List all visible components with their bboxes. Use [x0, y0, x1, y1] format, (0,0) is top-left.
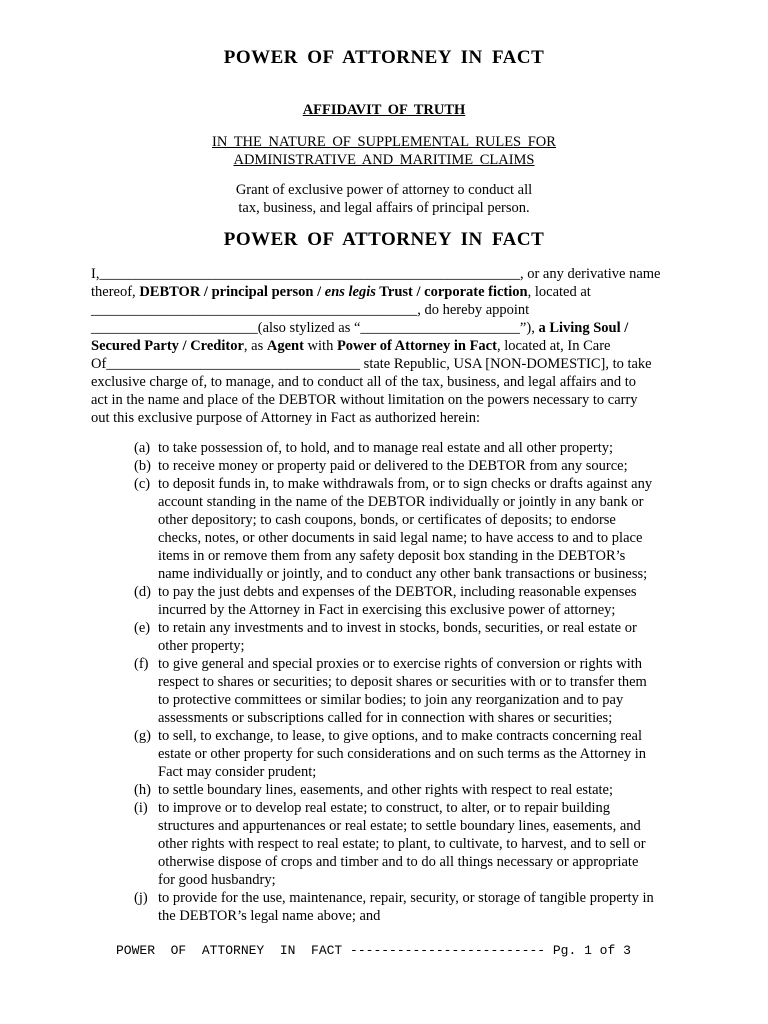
list-item — [134, 619, 682, 655]
agent-label: Agent — [266, 338, 304, 354]
list-item-line: name individually or jointly, and to conduct any other bank transactions or business; — [158, 566, 648, 582]
list-item-line: estate or other property for such considerations and on such terms as the Attorney in — [158, 746, 647, 762]
intro-text: thereof, — [91, 284, 140, 300]
list-item-line: to receive money or property paid or delivered to the DEBTOR from any source; — [158, 458, 628, 474]
list-item — [134, 583, 682, 619]
page-footer: POWER OF ATTORNEY IN FACT ------------------------- Pg. 1 of 3 — [116, 943, 631, 958]
list-item-label: (c) — [134, 476, 151, 492]
list-item-line: to pay the just debts and expenses of the DEBTOR, including reasonable expenses — [158, 584, 637, 600]
nature-line-1: IN THE NATURE OF SUPPLEMENTAL RULES FOR — [212, 134, 556, 150]
list-item-line: to retain any investments and to invest in stocks, bonds, securities, or real estate or — [158, 620, 637, 636]
list-item-line: other property; — [158, 638, 245, 654]
list-item-line: structures and appurtenances or real estate; to settle boundary lines, easements, and — [158, 818, 641, 834]
list-item-line: checks, notes, or other documents in said legal name; to have access to and to place — [158, 530, 643, 546]
list-item — [134, 475, 682, 583]
intro-text: with — [303, 338, 337, 354]
intro-text: , located at — [527, 284, 591, 300]
grant-line-1: Grant of exclusive power of attorney to conduct all — [235, 182, 533, 198]
list-item-label: (f) — [134, 656, 149, 672]
intro-line: Of___________________________________ state Republic, USA [NON-DOMESTIC], to take — [91, 356, 652, 372]
list-item-label: (h) — [134, 782, 151, 798]
affidavit-heading: AFFIDAVIT OF TRUTH — [302, 102, 466, 118]
list-item-line: incurred by the Attorney in Fact in exercising this exclusive power of attorney; — [158, 602, 616, 618]
section-title: POWER OF ATTORNEY IN FACT — [223, 229, 545, 250]
list-item-text — [158, 457, 682, 475]
list-item-text — [158, 619, 682, 655]
list-item-text — [158, 475, 682, 583]
living-soul-label: a Living Soul / — [538, 320, 629, 336]
list-item-line: other rights with respect to real estate; to plant, to cultivate, to harvest, and to sell or — [158, 836, 646, 852]
list-item-text — [158, 889, 682, 925]
intro-line — [91, 337, 681, 355]
list-item-line: other depository; to cash coupons, bonds, or certificates of deposits; to endorse — [158, 512, 616, 528]
trust-label: Trust / corporate fiction — [375, 284, 528, 300]
list-item-line: to settle boundary lines, easements, and other rights with respect to real estate; — [158, 782, 614, 798]
list-item-line: to provide for the use, maintenance, repair, security, or storage of tangible property in — [158, 890, 654, 906]
intro-text: , located at, In Care — [496, 338, 611, 354]
list-item-line: account standing in the name of the DEBTOR individually or jointly in any bank or — [158, 494, 644, 510]
list-item — [134, 727, 682, 781]
document-title: POWER OF ATTORNEY IN FACT — [223, 47, 545, 68]
list-item-line: assessments or subscriptions called for in connection with shares or securities; — [158, 710, 613, 726]
list-item-text — [158, 655, 682, 727]
intro-line — [91, 319, 681, 337]
list-item-text — [158, 727, 682, 781]
list-item-text — [158, 439, 682, 457]
list-item-text — [158, 583, 682, 619]
nature-line-2: ADMINISTRATIVE AND MARITIME CLAIMS — [233, 152, 535, 168]
list-item-line: otherwise dispose of crops and timber and to do all things necessary or appropriate — [158, 854, 639, 870]
powers-list — [134, 439, 682, 925]
list-item-label: (d) — [134, 584, 151, 600]
list-item — [134, 781, 682, 799]
intro-text: _______________________(also stylized as “______________________”), — [91, 320, 539, 336]
nature-heading — [0, 133, 768, 169]
list-item-label: (i) — [134, 800, 148, 816]
list-item-line: to protective committees or similar bodies; to join any reorganization and to pay — [158, 692, 624, 708]
list-item — [134, 799, 682, 889]
intro-line: exclusive charge of, to manage, and to conduct all of the tax, business, and legal affairs and to — [91, 374, 637, 390]
list-item-line: to deposit funds in, to make withdrawals from, or to sign checks or drafts against any — [158, 476, 653, 492]
list-item-line: to improve or to develop real estate; to construct, to alter, or to repair building — [158, 800, 611, 816]
list-item-text — [158, 799, 682, 889]
intro-line — [91, 283, 681, 301]
ens-legis-label: ens legis — [324, 284, 376, 300]
intro-paragraph — [91, 265, 681, 427]
list-item — [134, 439, 682, 457]
list-item-line: to give general and special proxies or to exercise rights of conversion or rights with — [158, 656, 643, 672]
list-item-line: to take possession of, to hold, and to manage real estate and all other property; — [158, 440, 614, 456]
list-item-label: (e) — [134, 620, 151, 636]
intro-line: act in the name and place of the DEBTOR without limitation on the powers necessary to carry — [91, 392, 638, 408]
list-item-label: (b) — [134, 458, 151, 474]
grant-statement — [0, 181, 768, 217]
list-item-line: Fact may consider prudent; — [158, 764, 317, 780]
intro-line: I,__________________________________________________________, or any derivative name — [91, 266, 661, 282]
debtor-label: DEBTOR / principal person / — [139, 284, 325, 300]
list-item-label: (a) — [134, 440, 151, 456]
list-item-line: items in or remove them from any safety deposit box standing in the DEBTOR’s — [158, 548, 626, 564]
list-item-line: respect to shares or securities; to deposit shares or securities with or to transfer them — [158, 674, 647, 690]
list-item-text — [158, 781, 682, 799]
power-of-attorney-label: Power of Attorney in Fact — [336, 338, 497, 354]
intro-line: out this exclusive purpose of Attorney in Fact as authorized herein: — [91, 410, 480, 426]
secured-party-label: Secured Party / Creditor — [91, 338, 244, 354]
list-item-label: (j) — [134, 890, 148, 906]
list-item-line: to sell, to exchange, to lease, to give options, and to make contracts concerning real — [158, 728, 642, 744]
intro-text: , as — [243, 338, 267, 354]
list-item-label: (g) — [134, 728, 151, 744]
list-item — [134, 655, 682, 727]
grant-line-2: tax, business, and legal affairs of principal person. — [238, 200, 530, 216]
list-item-line: the DEBTOR’s legal name above; and — [158, 908, 381, 924]
intro-line: _____________________________________________, do hereby appoint — [91, 302, 530, 318]
list-item — [134, 889, 682, 925]
list-item-line: for good husbandry; — [158, 872, 276, 888]
list-item — [134, 457, 682, 475]
